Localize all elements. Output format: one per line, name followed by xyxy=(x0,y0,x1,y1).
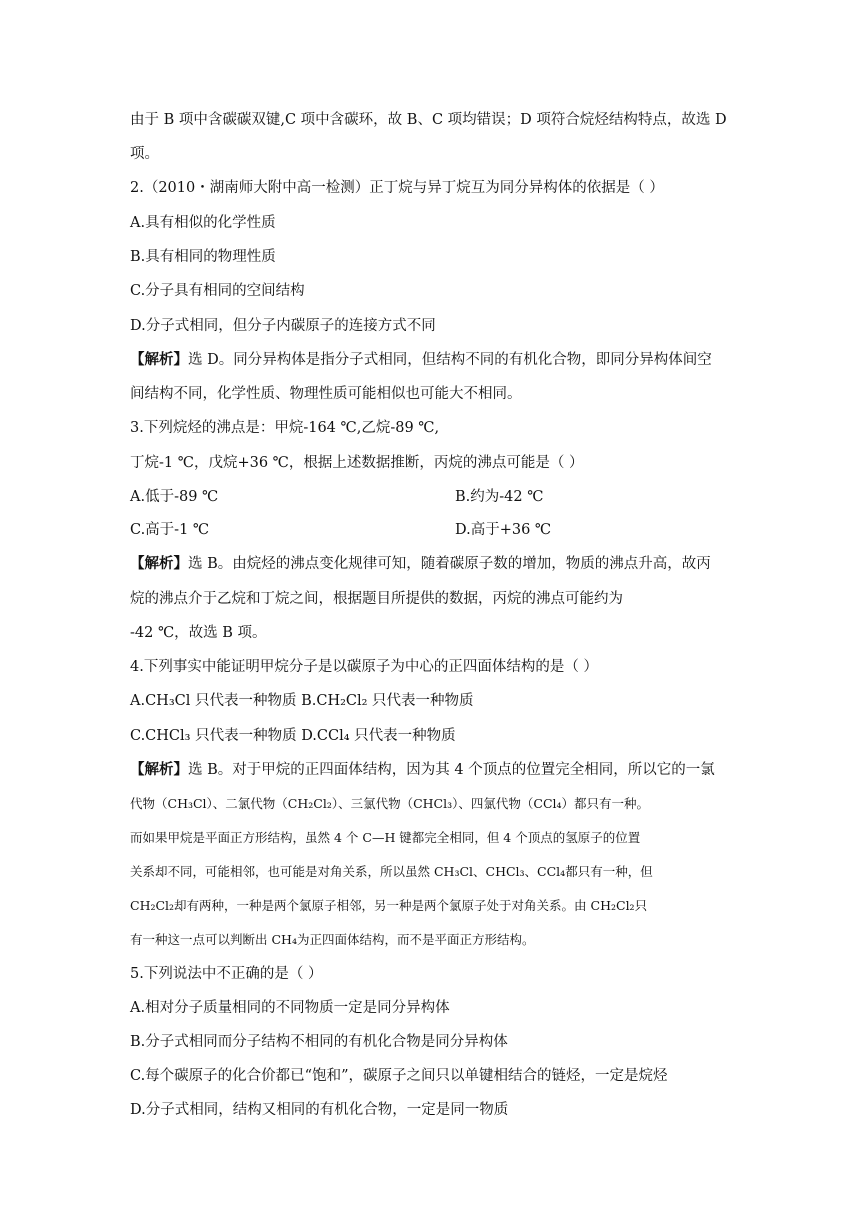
text-line: 项。 xyxy=(130,146,159,162)
option-d: D.分子式相同，但分子内碳原子的连接方式不同 xyxy=(130,318,436,334)
analysis-label: 【解析】 xyxy=(130,761,188,778)
text-line: 由于 B 项中含碳碳双键,C 项中含碳环，故 B、C 项均错误；D 项符合烷烃结构特点，故选 D xyxy=(130,112,727,128)
option-d: D.分子式相同，结构又相同的有机化合物，一定是同一物质 xyxy=(130,1102,509,1118)
analysis-line: 【解析】选 B。由烷烃的沸点变化规律可知，随着碳原子数的增加，物质的沸点升高，故丙 xyxy=(130,555,711,572)
option-a: A.相对分子质量相同的不同物质一定是同分异构体 xyxy=(130,1000,450,1016)
analysis-label: 【解析】 xyxy=(130,555,188,572)
analysis-line: 代物（CH₃Cl）、二氯代物（CH₂Cl₂）、三氯代物（CHCl₃）、四氯代物（CCl₄）都只有一种。 xyxy=(130,796,650,811)
options-cd xyxy=(130,520,552,540)
options-ab: A.CH₃Cl 只代表一种物质 B.CH₂Cl₂ 只代表一种物质 xyxy=(130,693,474,709)
option-c: C.分子具有相同的空间结构 xyxy=(130,283,305,299)
analysis-line: 烷的沸点介于乙烷和丁烷之间，根据题目所提供的数据，丙烷的沸点可能约为 xyxy=(130,591,623,607)
option-d: D.高于+36 ℃ xyxy=(455,522,552,538)
options-ab xyxy=(130,487,544,507)
question-3-stem: 丁烷-1 ℃，戊烷+36 ℃，根据上述数据推断，丙烷的沸点可能是（ ） xyxy=(130,455,584,471)
option-b: B.约为-42 ℃ xyxy=(455,489,544,505)
question-3-stem: 3.下列烷烃的沸点是：甲烷-164 ℃,乙烷-89 ℃, xyxy=(130,420,440,436)
options-cd: C.CHCl₃ 只代表一种物质 D.CCl₄ 只代表一种物质 xyxy=(130,728,456,744)
analysis-line: -42 ℃，故选 B 项。 xyxy=(130,625,267,641)
question-2-stem: 2.（2010・湖南师大附中高一检测）正丁烷与异丁烷互为同分异构体的依据是（ ） xyxy=(130,180,664,196)
option-a: A.具有相似的化学性质 xyxy=(130,215,276,231)
question-5-stem: 5.下列说法中不正确的是（ ） xyxy=(130,966,323,982)
analysis-line: 关系却不同，可能相邻，也可能是对角关系，所以虽然 CH₃Cl、CHCl₃、CCl₄都只有一种，但 xyxy=(130,864,653,879)
option-b: B.分子式相同而分子结构不相同的有机化合物是同分异构体 xyxy=(130,1034,508,1050)
analysis-line: 而如果甲烷是平面正方形结构，虽然 4 个 C—H 键都完全相同，但 4 个顶点的氢原子的位置 xyxy=(130,830,641,845)
analysis-line: 【解析】选 B。对于甲烷的正四面体结构，因为其 4 个顶点的位置完全相同，所以它的一氯 xyxy=(130,761,715,778)
analysis-line: 间结构不同，化学性质、物理性质可能相似也可能大不相同。 xyxy=(130,386,522,402)
question-4-stem: 4.下列事实中能证明甲烷分子是以碳原子为中心的正四面体结构的是（ ） xyxy=(130,659,598,675)
option-c: C.每个碳原子的化合价都已“饱和”，碳原子之间只以单键相结合的链烃，一定是烷烃 xyxy=(130,1068,668,1084)
analysis-line: 【解析】选 D。同分异构体是指分子式相同，但结构不同的有机化合物，即同分异构体间空 xyxy=(130,351,712,368)
analysis-line: 有一种这一点可以判断出 CH₄为正四面体结构，而不是平面正方形结构。 xyxy=(130,932,535,947)
option-b: B.具有相同的物理性质 xyxy=(130,249,276,265)
analysis-label: 【解析】 xyxy=(130,351,188,368)
analysis-line: CH₂Cl₂却有两种，一种是两个氯原子相邻，另一种是两个氯原子处于对角关系。由 CH₂Cl₂只 xyxy=(130,898,648,913)
option-c: C.高于-1 ℃ xyxy=(130,522,210,538)
option-a: A.低于-89 ℃ xyxy=(130,489,219,505)
